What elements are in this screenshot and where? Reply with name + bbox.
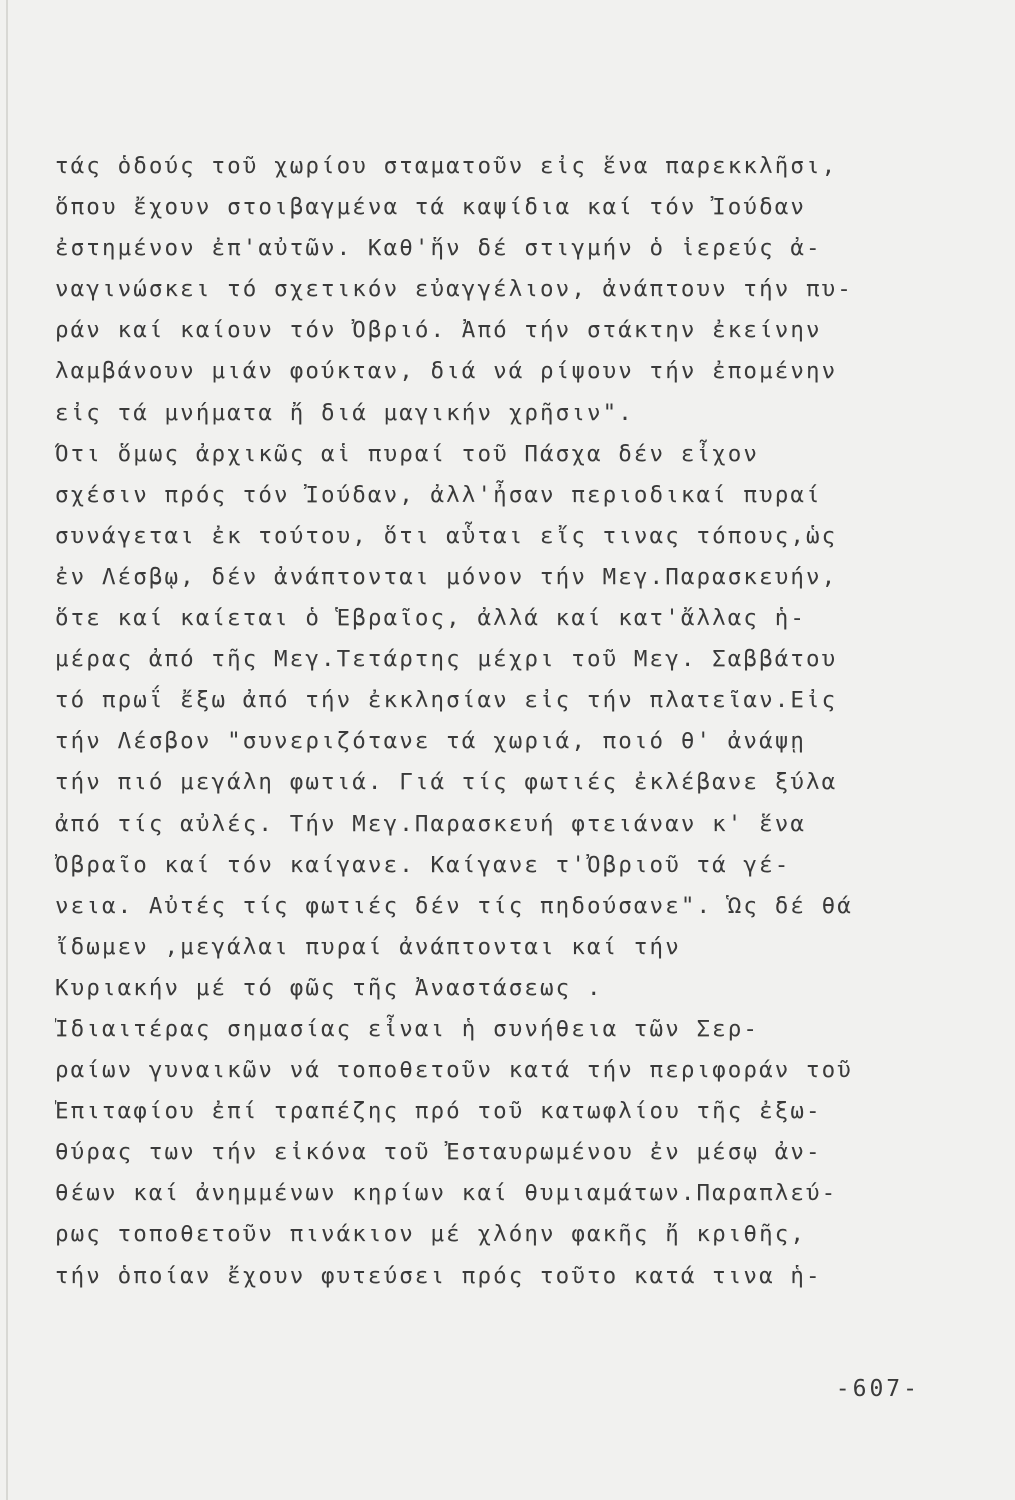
text-line: ἐστημένον ἐπ'αὐτῶν. Καθ'ἥν δέ στιγμήν ὁ ἱερεύς ἀ- — [55, 235, 822, 262]
text-line: ὅτε καί καίεται ὁ Ἑβραῖος, ἀλλά καί κατ'ἄλλας ἡ- — [55, 605, 807, 632]
text-line: θέων καί ἀνημμένων κηρίων καί θυμιαμάτων.Παραπλεύ- — [55, 1180, 838, 1207]
text-line: ὅπου ἔχουν στοιβαγμένα τά καψίδια καί τόν Ἰούδαν — [55, 194, 807, 221]
text-line: Ἰδιαιτέρας σημασίας εἶναι ἡ συνήθεια τῶν Σερ- — [55, 1015, 760, 1042]
text-line: ἐν Λέσβῳ, δέν ἀνάπτονται μόνον τήν Μεγ.Παρασκευήν, — [55, 563, 838, 590]
text-line: μέρας ἀπό τῆς Μεγ.Τετάρτης μέχρι τοῦ Μεγ. Σαββάτου — [55, 646, 838, 673]
text-line: λαμβάνουν μιάν φούκταν, διά νά ρίψουν τήν ἐπομένην — [55, 358, 838, 385]
text-line: Κυριακήν μέ τό φῶς τῆς Ἀναστάσεως . — [55, 974, 603, 1001]
text-line: Ὅτι ὅμως ἀρχικῶς αἱ πυραί τοῦ Πάσχα δέν εἶχον — [55, 440, 760, 467]
text-line: ναγινώσκει τό σχετικόν εὐαγγέλιον, ἀνάπτουν τήν πυ- — [55, 276, 853, 303]
text-line: ἀπό τίς αὐλές. Τήν Μεγ.Παρασκευή φτειάναν κ' ἕνα — [55, 810, 807, 837]
text-line: ρως τοποθετοῦν πινάκιον μέ χλόην φακῆς ἤ κριθῆς, — [55, 1221, 807, 1248]
text-line: ἴδωμεν ,μεγάλαι πυραί ἀνάπτονται καί τήν — [55, 933, 681, 960]
text-line: Ὀβραῖο καί τόν καίγανε. Καίγανε τ'Ὀβριοῦ τά γέ- — [55, 851, 791, 878]
text-line: τό πρωΐ ἔξω ἀπό τήν ἐκκλησίαν εἰς τήν πλατεῖαν.Εἰς — [55, 687, 838, 714]
text-line: Ἐπιταφίου ἐπί τραπέζης πρό τοῦ κατωφλίου τῆς ἐξω- — [55, 1098, 822, 1125]
text-line: συνάγεται ἐκ τούτου, ὅτι αὗται εἴς τινας τόπους,ὡς — [55, 522, 838, 549]
text-line: τήν Λέσβον "συνεριζότανε τά χωριά, ποιό θ' ἀνάψῃ — [55, 728, 807, 755]
text-line: τήν πιό μεγάλη φωτιά. Γιά τίς φωτιές ἐκλέβανε ξύλα — [55, 769, 838, 796]
text-line: τάς ὁδούς τοῦ χωρίου σταματοῦν εἰς ἕνα παρεκκλῆσι, — [55, 153, 838, 179]
text-line: νεια. Αὐτές τίς φωτιές δέν τίς πηδούσανε". Ὡς δέ θά — [55, 892, 853, 919]
text-line: ραίων γυναικῶν νά τοποθετοῦν κατά τήν περιφοράν τοῦ — [55, 1057, 853, 1084]
body-text — [55, 146, 935, 1297]
scan-margin-line — [6, 0, 8, 1500]
text-line: ράν καί καίουν τόν Ὀβριό. Ἀπό τήν στάκτην ἐκείνην — [55, 317, 822, 344]
text-line: τήν ὁποίαν ἔχουν φυτεύσει πρός τοῦτο κατά τινα ἡ- — [55, 1262, 822, 1289]
text-line: σχέσιν πρός τόν Ἰούδαν, ἀλλ'ἦσαν περιοδικαί πυραί — [55, 481, 822, 508]
page-number: -607- — [835, 1376, 920, 1402]
text-line: θύρας των τήν εἰκόνα τοῦ Ἐσταυρωμένου ἐν μέσῳ ἀν- — [55, 1139, 822, 1166]
text-line: εἰς τά μνήματα ἤ διά μαγικήν χρῆσιν". — [55, 399, 634, 426]
